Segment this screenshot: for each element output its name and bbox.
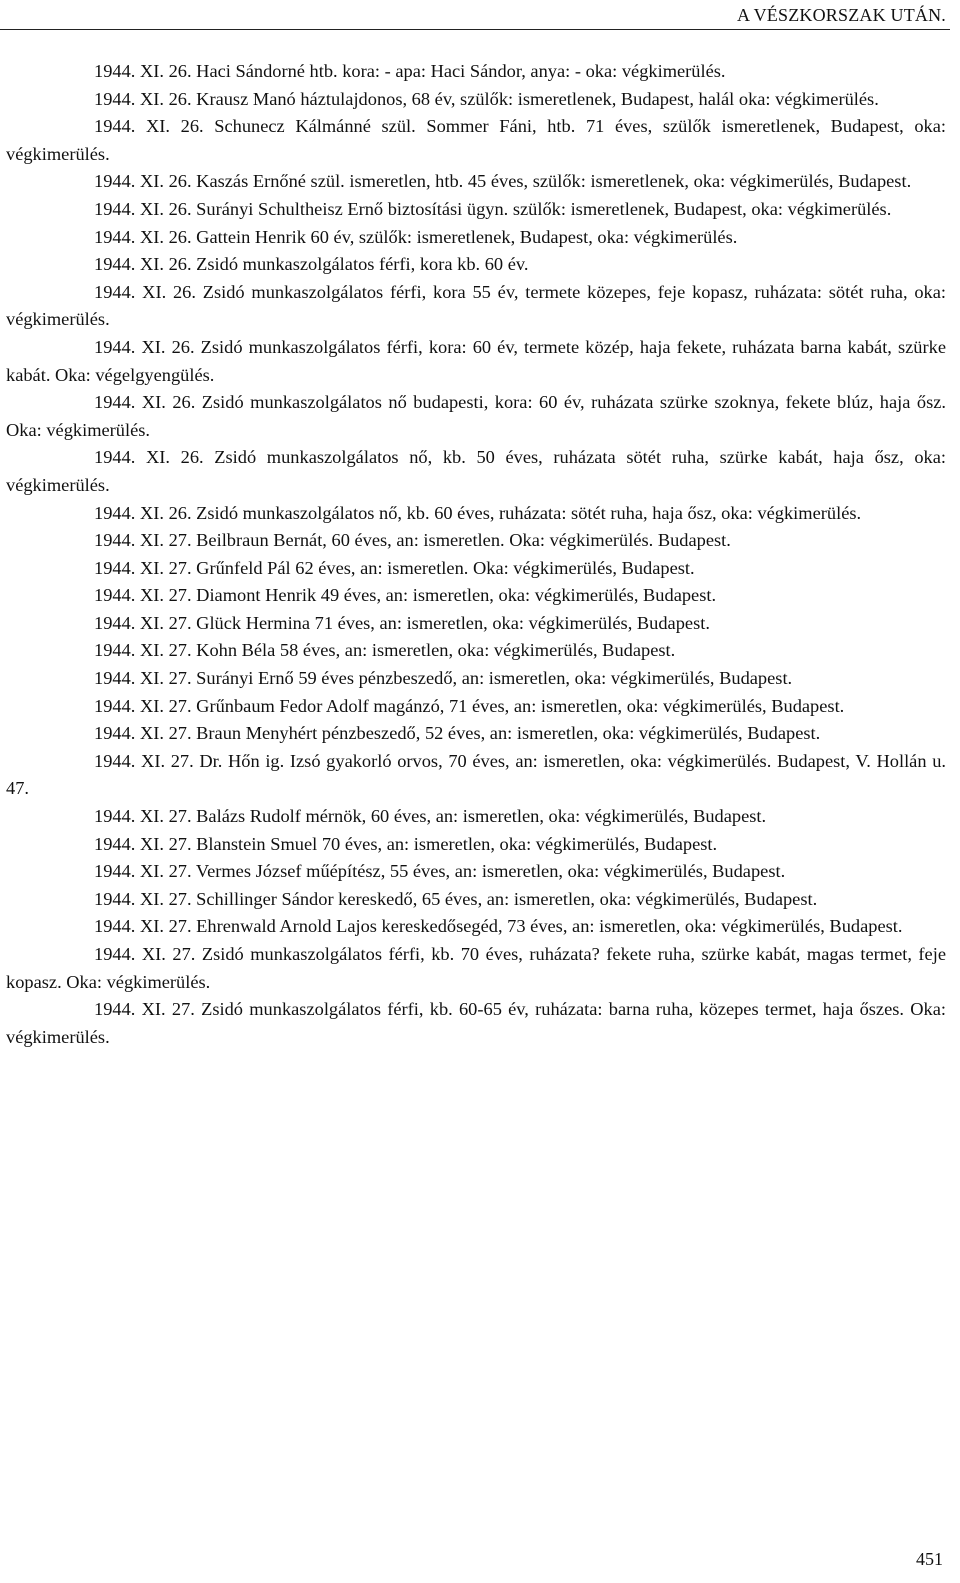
register-entry: 1944. XI. 27. Surányi Ernő 59 éves pénzbeszedő, an: ismeretlen, oka: végkimerülés, Budapest. — [94, 668, 793, 689]
register-entry: 1944. XI. 27. Ehrenwald Arnold Lajos kereskedősegéd, 73 éves, an: ismeretlen, oka: végkimerülés, Budapest. — [94, 916, 903, 937]
register-entry: 1944. XI. 26. Schunecz Kálmánné szül. Sommer Fáni, htb. 71 éves, szülők ismeretlenek, Budapest, oka: végkimerülés. — [6, 116, 946, 164]
register-entry: 1944. XI. 27. Grűnbaum Fedor Adolf magánzó, 71 éves, an: ismeretlen, oka: végkimerülés, Budapest. — [94, 695, 845, 716]
register-entry: 1944. XI. 26. Surányi Schultheisz Ernő biztosítási ügyn. szülők: ismeretlenek, Budapest, oka: végkimerülés. — [94, 198, 892, 219]
register-entry: 1944. XI. 26. Zsidó munkaszolgálatos nő budapesti, kora: 60 év, ruházata szürke szoknya, fekete blúz, haja ősz. Oka: végkimerülés. — [6, 392, 946, 440]
register-entry: 1944. XI. 26. Zsidó munkaszolgálatos férfi, kora kb. 60 év. — [94, 254, 529, 275]
register-entry: 1944. XI. 27. Vermes József műépítész, 55 éves, an: ismeretlen, oka: végkimerülés, Budapest. — [94, 861, 786, 882]
register-entry: 1944. XI. 26. Zsidó munkaszolgálatos nő, kb. 60 éves, ruházata: sötét ruha, haja ősz, oka: végkimerülés. — [94, 502, 862, 523]
register-entry: 1944. XI. 27. Kohn Béla 58 éves, an: ismeretlen, oka: végkimerülés, Budapest. — [94, 640, 676, 661]
death-register-entries — [6, 58, 946, 1051]
register-entry: 1944. XI. 27. Blanstein Smuel 70 éves, an: ismeretlen, oka: végkimerülés, Budapest. — [94, 833, 718, 854]
register-entry: 1944. XI. 27. Balázs Rudolf mérnök, 60 éves, an: ismeretlen, oka: végkimerülés, Budapest. — [94, 806, 767, 827]
register-entry: 1944. XI. 27. Braun Menyhért pénzbeszedő, 52 éves, an: ismeretlen, oka: végkimerülés, Budapest. — [94, 723, 821, 744]
register-entry: 1944. XI. 26. Haci Sándorné htb. kora: - apa: Haci Sándor, anya: - oka: végkimerülés. — [94, 61, 726, 81]
register-entry: 1944. XI. 26. Zsidó munkaszolgálatos nő, kb. 50 éves, ruházata sötét ruha, szürke kabát, haja ősz, oka: végkimerülés. — [6, 447, 946, 495]
register-entry: 1944. XI. 26. Gattein Henrik 60 év, szülők: ismeretlenek, Budapest, oka: végkimerülés. — [94, 226, 738, 247]
register-entry: 1944. XI. 27. Beilbraun Bernát, 60 éves, an: ismeretlen. Oka: végkimerülés. Budapest. — [94, 530, 731, 551]
register-entry: 1944. XI. 27. Dr. Hőn ig. Izsó gyakorló orvos, 70 éves, an: ismeretlen, oka: végkimerülés. Budapest, V. Hollán u. 47. — [6, 750, 946, 799]
register-entry: 1944. XI. 26. Zsidó munkaszolgálatos férfi, kora 55 év, termete közepes, feje kopasz, ruházata: sötét ruha, oka: végkimerülés. — [6, 281, 946, 330]
register-entry: 1944. XI. 27. Glück Hermina 71 éves, an: ismeretlen, oka: végkimerülés, Budapest. — [94, 612, 710, 633]
register-entry: 1944. XI. 26. Krausz Manó háztulajdonos, 68 év, szülők: ismeretlenek, Budapest, halál oka: végkimerülés. — [94, 88, 879, 109]
register-entry: 1944. XI. 27. Diamont Henrik 49 éves, an: ismeretlen, oka: végkimerülés, Budapest. — [94, 585, 717, 606]
running-header: A VÉSZKORSZAK UTÁN. — [737, 5, 946, 25]
register-entry: 1944. XI. 26. Zsidó munkaszolgálatos férfi, kora: 60 év, termete közép, haja fekete, ruházata barna kabát, szürke kabát. Oka: végelgyengülés. — [6, 336, 946, 385]
register-entry: 1944. XI. 26. Kaszás Ernőné szül. ismeretlen, htb. 45 éves, szülők: ismeretlenek, oka: végkimerülés, Budapest. — [94, 171, 912, 192]
register-entry: 1944. XI. 27. Schillinger Sándor kereskedő, 65 éves, an: ismeretlen, oka: végkimerülés, Budapest. — [94, 888, 818, 909]
header-rule — [0, 29, 950, 30]
register-entry: 1944. XI. 27. Zsidó munkaszolgálatos férfi, kb. 60-65 év, ruházata: barna ruha, közepes termet, haja őszes. Oka: végkimerülés. — [6, 999, 946, 1047]
page-number: 451 — [916, 1549, 943, 1569]
register-entry: 1944. XI. 27. Zsidó munkaszolgálatos férfi, kb. 70 éves, ruházata? fekete ruha, szürke kabát, magas termet, feje kopasz. Oka: végkimerülés. — [6, 944, 946, 992]
register-entry: 1944. XI. 27. Grűnfeld Pál 62 éves, an: ismeretlen. Oka: végkimerülés, Budapest. — [94, 557, 695, 578]
